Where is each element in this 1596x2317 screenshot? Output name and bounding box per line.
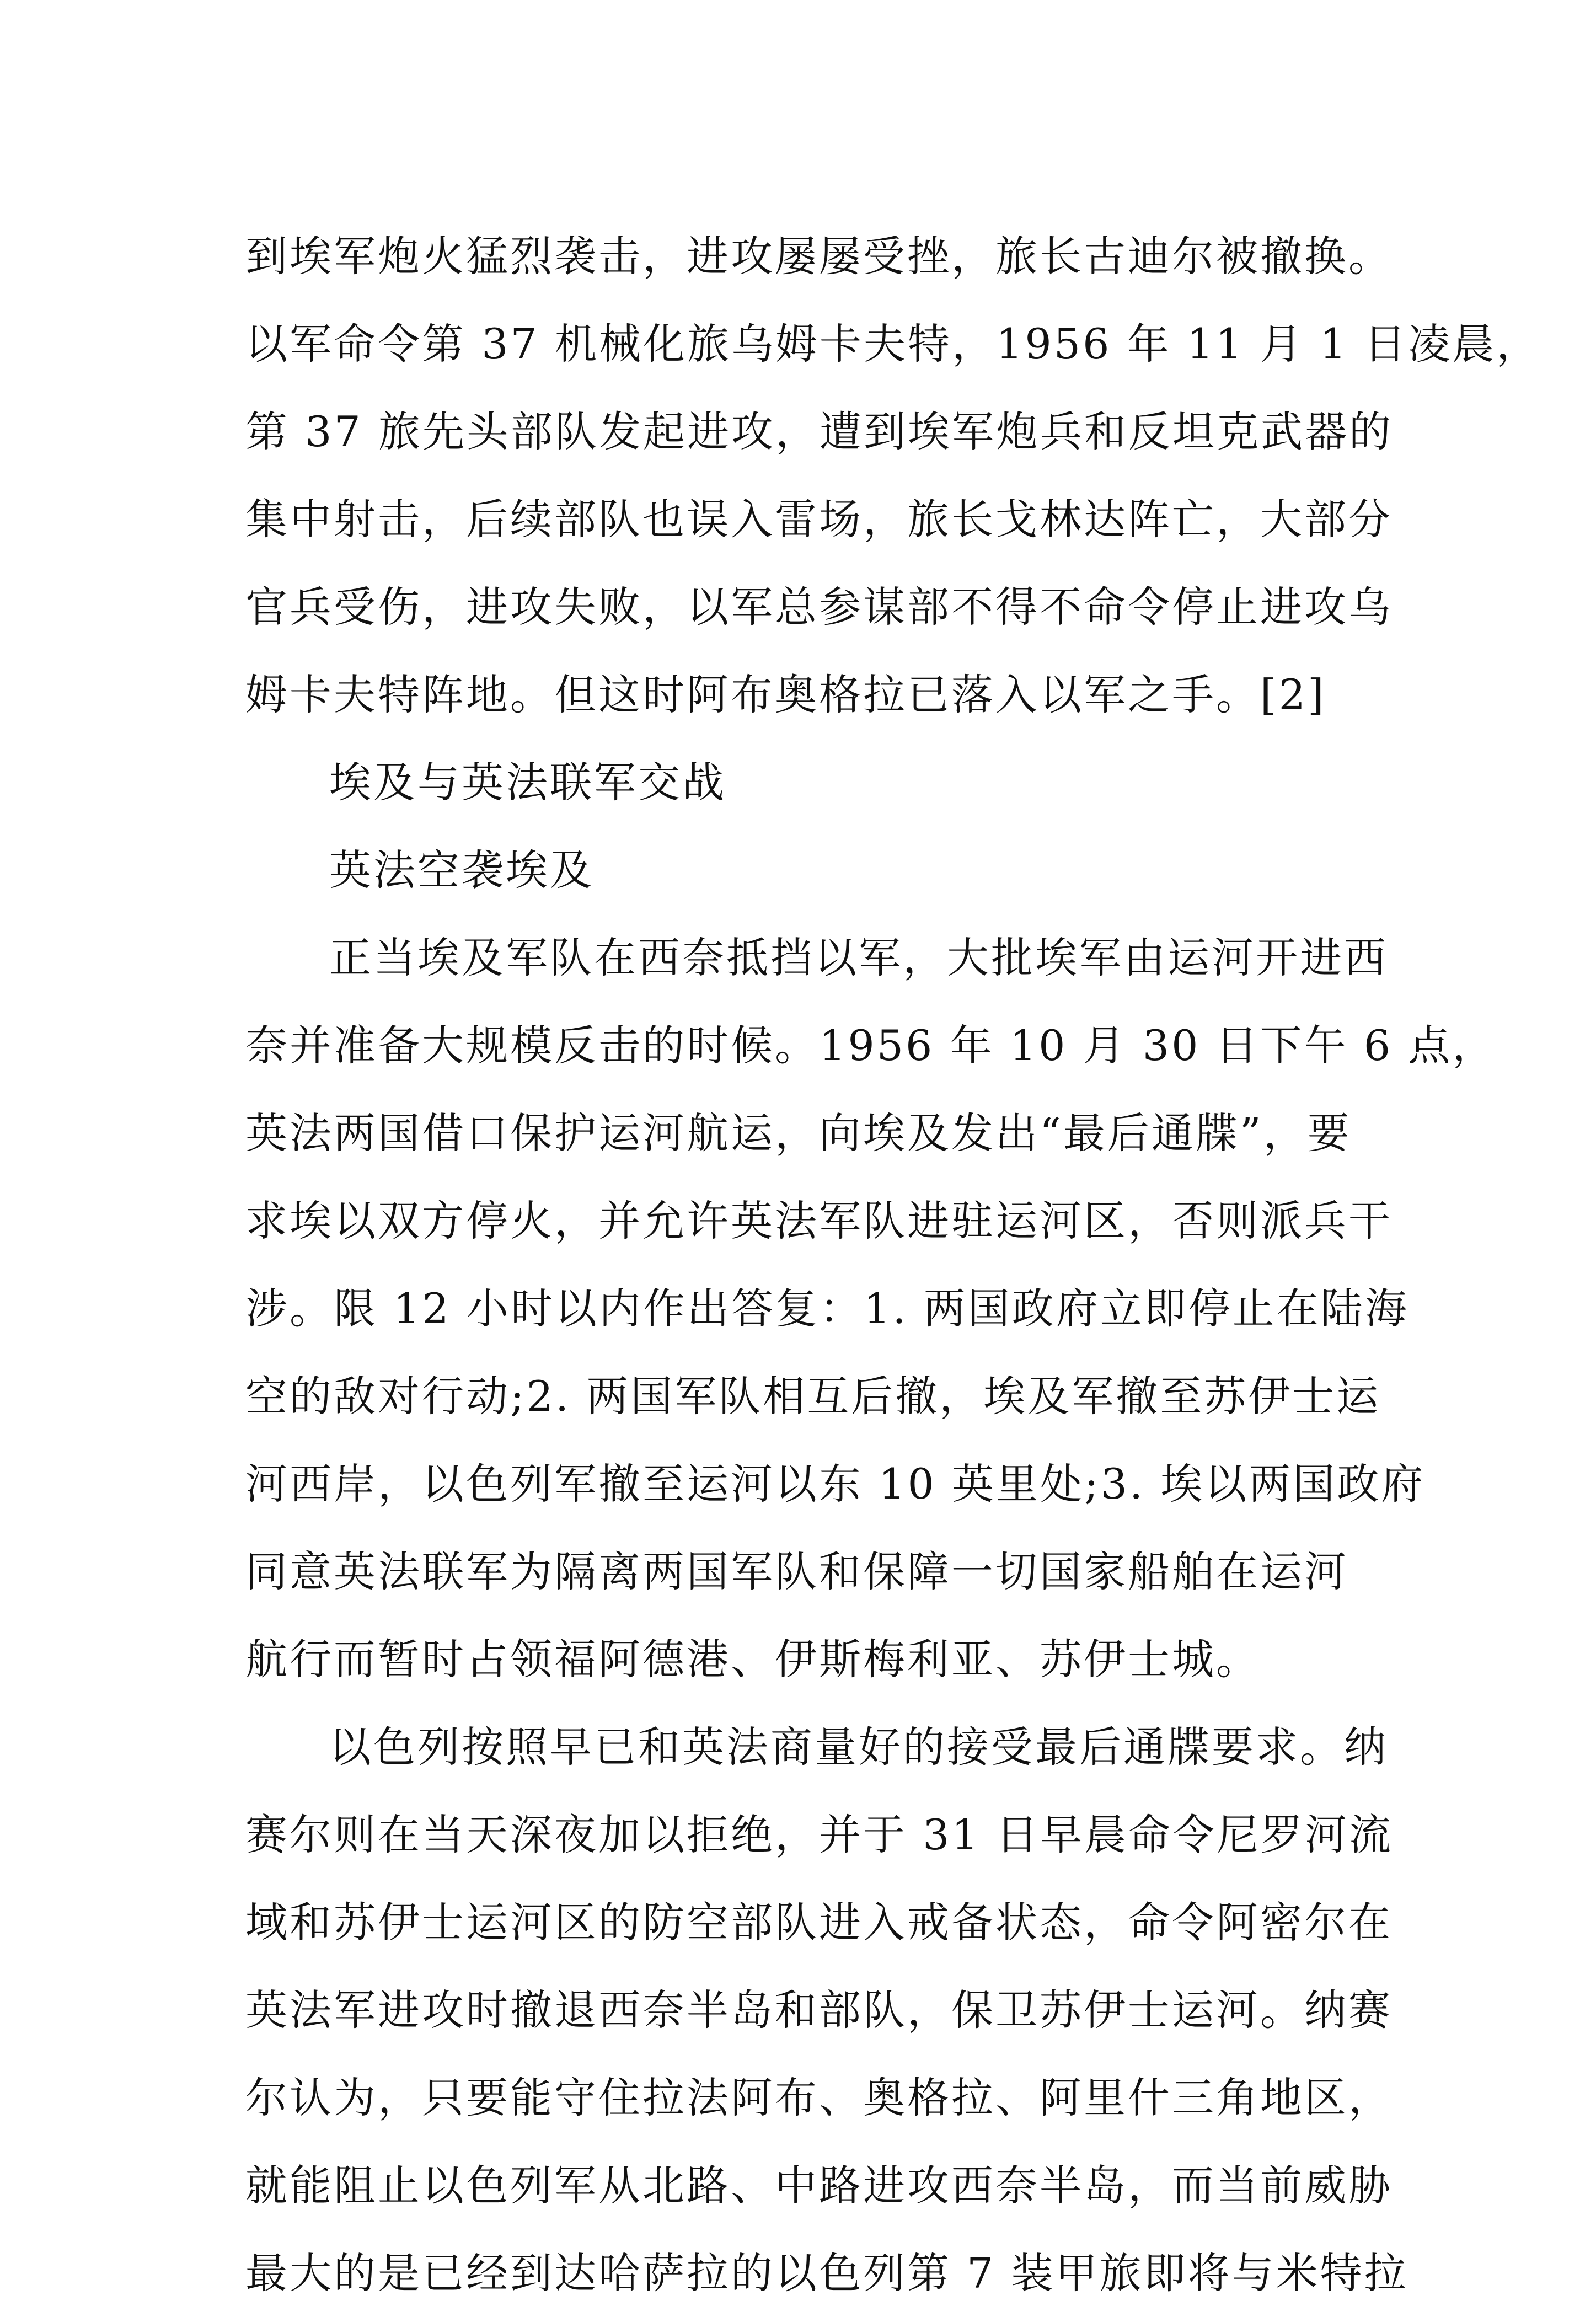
text-line: 最大的是已经到达哈萨拉的以色列第 7 装甲旅即将与米特拉 bbox=[245, 2249, 1408, 2298]
text-line: 到埃军炮火猛烈袭击，进攻屡屡受挫，旅长古迪尔被撤换。 bbox=[245, 232, 1393, 281]
text-line: 涉。限 12 小时以内作出答复：1. 两国政府立即停止在陆海 bbox=[245, 1284, 1409, 1333]
text-line: 河西岸，以色列军撤至运河以东 10 英里处;3. 埃以两国政府 bbox=[245, 1459, 1426, 1508]
text-line: 集中射击，后续部队也误入雷场，旅长戈林达阵亡，大部分 bbox=[245, 495, 1393, 544]
body-text bbox=[245, 212, 1541, 2317]
text-line: 域和苏伊士运河区的防空部队进入戒备状态，命令阿密尔在 bbox=[245, 1898, 1393, 1947]
section-heading: 埃及与英法联军交战 bbox=[329, 758, 726, 807]
text-line: 奈并准备大规模反击的时候。1956 年 10 月 30 日下午 6 点， bbox=[245, 1021, 1497, 1070]
text-line: 第 37 旅先头部队发起进攻，遭到埃军炮兵和反坦克武器的 bbox=[245, 407, 1394, 456]
text-line: 航行而暂时占领福阿德港、伊斯梅利亚、苏伊士城。 bbox=[245, 1635, 1260, 1684]
paragraph-first-line: 以色列按照早已和英法商量好的接受最后通牒要求。纳 bbox=[329, 1722, 1388, 1772]
text-line: 英法两国借口保护运河航运，向埃及发出“最后通牒”，要 bbox=[245, 1109, 1352, 1158]
text-line: 赛尔则在当天深夜加以拒绝，并于 31 日早晨命令尼罗河流 bbox=[245, 1810, 1394, 1859]
subsection-heading: 英法空袭埃及 bbox=[329, 846, 594, 895]
text-line: 同意英法联军为隔离两国军队和保障一切国家船舶在运河 bbox=[245, 1547, 1348, 1596]
text-line: 求埃以双方停火，并允许英法军队进驻运河区，否则派兵干 bbox=[245, 1196, 1393, 1245]
paragraph-first-line: 正当埃及军队在西奈抵挡以军，大批埃军由运河开进西 bbox=[329, 933, 1388, 982]
text-line: 英法军进攻时撤退西奈半岛和部队，保卫苏伊士运河。纳赛 bbox=[245, 1986, 1393, 2035]
text-line: 就能阻止以色列军从北路、中路进攻西奈半岛，而当前威胁 bbox=[245, 2161, 1393, 2210]
text-line: 以军命令第 37 机械化旅乌姆卡夫特，1956 年 11 月 1 日凌晨， bbox=[245, 319, 1541, 368]
text-line: 尔认为，只要能守住拉法阿布、奥格拉、阿里什三角地区， bbox=[245, 2073, 1393, 2122]
text-line: 官兵受伤，进攻失败，以军总参谋部不得不命令停止进攻乌 bbox=[245, 582, 1393, 632]
text-line: 空的敌对行动;2. 两国军队相互后撤，埃及军撤至苏伊士运 bbox=[245, 1372, 1381, 1421]
text-line: 姆卡夫特阵地。但这时阿布奥格拉已落入以军之手。[2] bbox=[245, 670, 1326, 719]
